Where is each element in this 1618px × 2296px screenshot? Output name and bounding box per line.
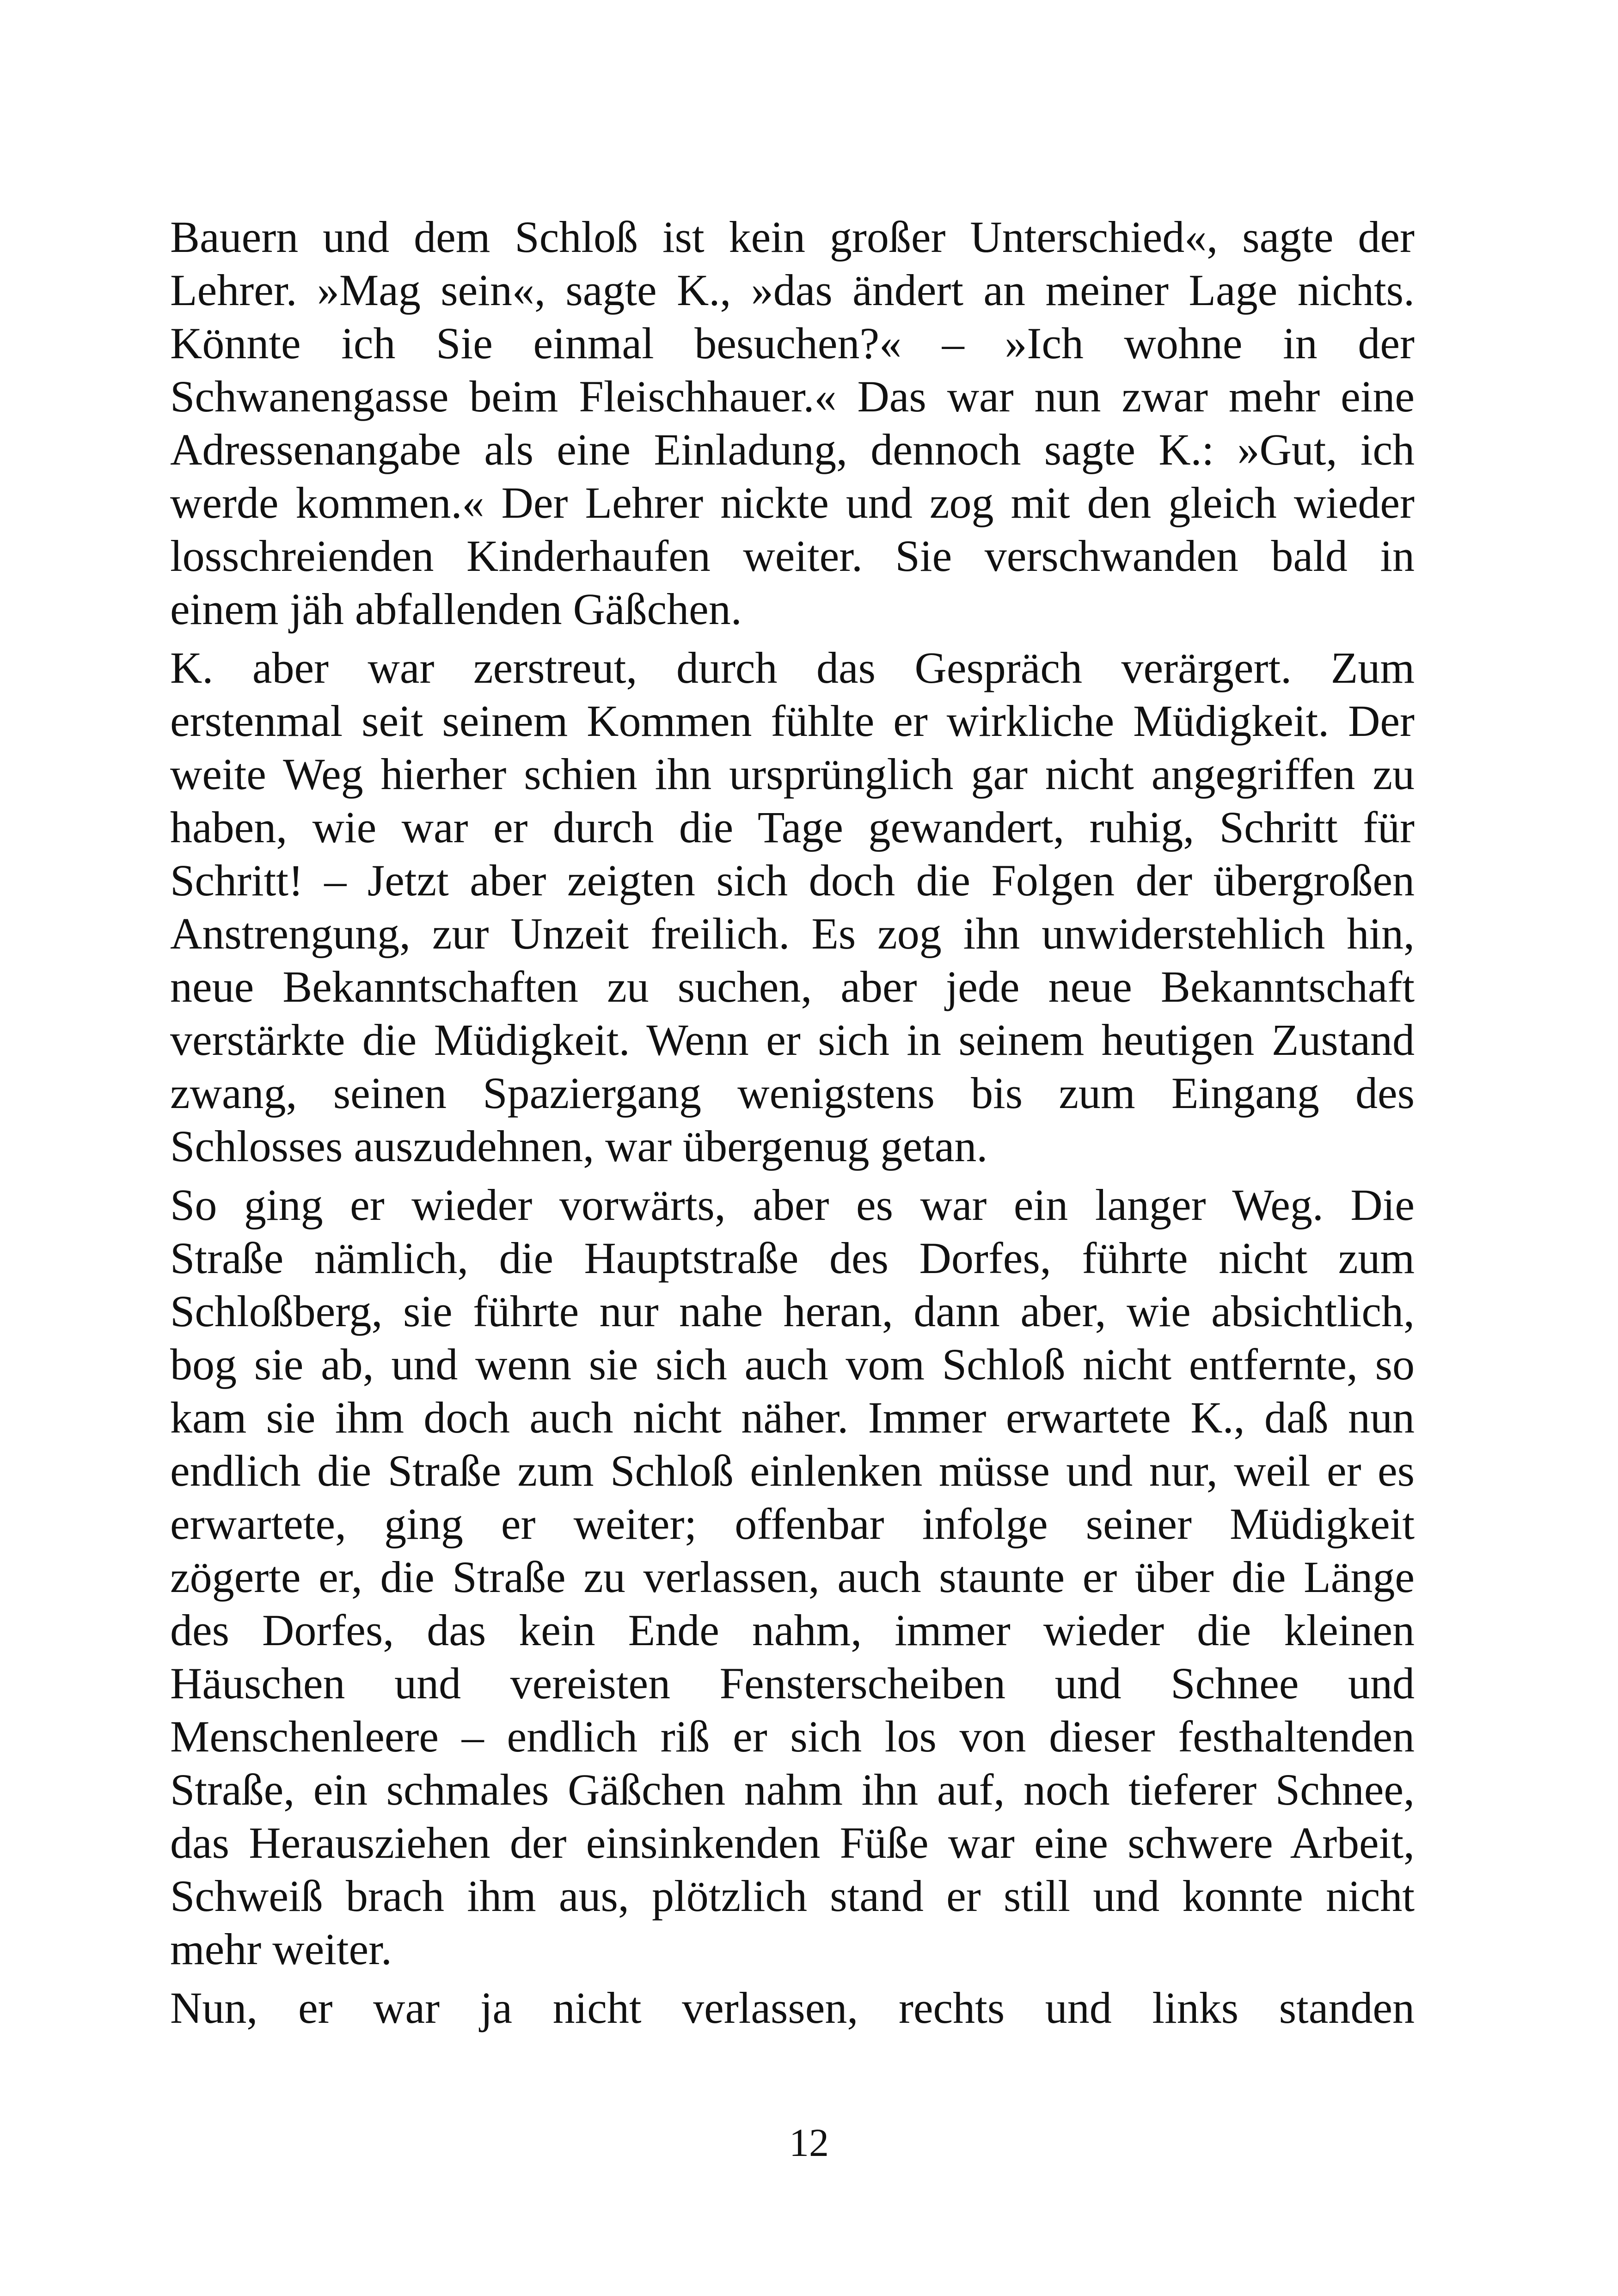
text-line: Menschenleere – endlich riß er sich los von dieser festhaltenden [170, 1712, 1415, 1761]
text-line: Anstrengung, zur Unzeit freilich. Es zog ihn unwiderstehlich hin, [170, 909, 1415, 958]
paragraph-2 [170, 641, 1415, 1173]
text-line: Schritt! – Jetzt aber zeigten sich doch die Folgen der übergroßen [170, 856, 1415, 905]
text-line: Häuschen und vereisten Fensterscheiben und Schnee und [170, 1659, 1415, 1708]
text-line: Straße nämlich, die Hauptstraße des Dorfes, führte nicht zum [170, 1233, 1415, 1283]
text-line: bog sie ab, und wenn sie sich auch vom Schloß nicht entfernte, so [170, 1340, 1415, 1389]
page-number: 12 [789, 2120, 829, 2165]
text-line: erstenmal seit seinem Kommen fühlte er wirkliche Müdigkeit. Der [170, 696, 1415, 746]
text-line: Schlosses auszudehnen, war übergenug getan. [170, 1121, 988, 1171]
text-line: Nun, er war ja nicht verlassen, rechts und links standen [170, 1983, 1415, 2033]
text-line: Bauern und dem Schloß ist kein großer Unterschied«, sagte der [170, 212, 1415, 262]
text-line: Könnte ich Sie einmal besuchen?« – »Ich wohne in der [170, 318, 1415, 368]
body-text [170, 210, 1415, 2040]
text-line: K. aber war zerstreut, durch das Gespräch verärgert. Zum [170, 643, 1415, 692]
paragraph-3 [170, 1178, 1415, 1976]
text-line: Schweiß brach ihm aus, plötzlich stand er still und konnte nicht [170, 1871, 1415, 1921]
text-line: kam sie ihm doch auch nicht näher. Immer erwartete K., daß nun [170, 1393, 1415, 1442]
text-line: zögerte er, die Straße zu verlassen, auch staunte er über die Länge [170, 1552, 1415, 1602]
text-line: Schloßberg, sie führte nur nahe heran, dann aber, wie absichtlich, [170, 1286, 1415, 1336]
text-line: endlich die Straße zum Schloß einlenken müsse und nur, weil er es [170, 1446, 1415, 1495]
paragraph-1 [170, 210, 1415, 636]
text-line: weite Weg hierher schien ihn ursprünglich gar nicht angegriffen zu [170, 749, 1415, 799]
text-line: erwartete, ging er weiter; offenbar infolge seiner Müdigkeit [170, 1499, 1415, 1549]
text-line: Adressenangabe als eine Einladung, dennoch sagte K.: »Gut, ich [170, 425, 1415, 474]
text-line: Straße, ein schmales Gäßchen nahm ihn auf, noch tieferer Schnee, [170, 1765, 1415, 1814]
text-line: neue Bekanntschaften zu suchen, aber jede neue Bekanntschaft [170, 962, 1415, 1011]
text-line: mehr weiter. [170, 1924, 392, 1974]
text-line: losschreienden Kinderhaufen weiter. Sie verschwanden bald in [170, 531, 1415, 581]
text-line: verstärkte die Müdigkeit. Wenn er sich in seinem heutigen Zustand [170, 1015, 1415, 1065]
text-line: Lehrer. »Mag sein«, sagte K., »das ändert an meiner Lage nichts. [170, 265, 1415, 315]
text-line: So ging er wieder vorwärts, aber es war ein langer Weg. Die [170, 1180, 1415, 1230]
text-line: haben, wie war er durch die Tage gewandert, ruhig, Schritt für [170, 802, 1415, 852]
text-line: werde kommen.« Der Lehrer nickte und zog mit den gleich wieder [170, 478, 1415, 527]
text-line: zwang, seinen Spaziergang wenigstens bis zum Eingang des [170, 1068, 1415, 1118]
text-line: des Dorfes, das kein Ende nahm, immer wieder die kleinen [170, 1605, 1415, 1655]
text-line: das Herausziehen der einsinkenden Füße war eine schwere Arbeit, [170, 1818, 1415, 1867]
text-line: einem jäh abfallenden Gäßchen. [170, 584, 742, 634]
paragraph-4 [170, 1981, 1415, 2034]
text-line: Schwanengasse beim Fleischhauer.« Das war nun zwar mehr eine [170, 372, 1415, 421]
